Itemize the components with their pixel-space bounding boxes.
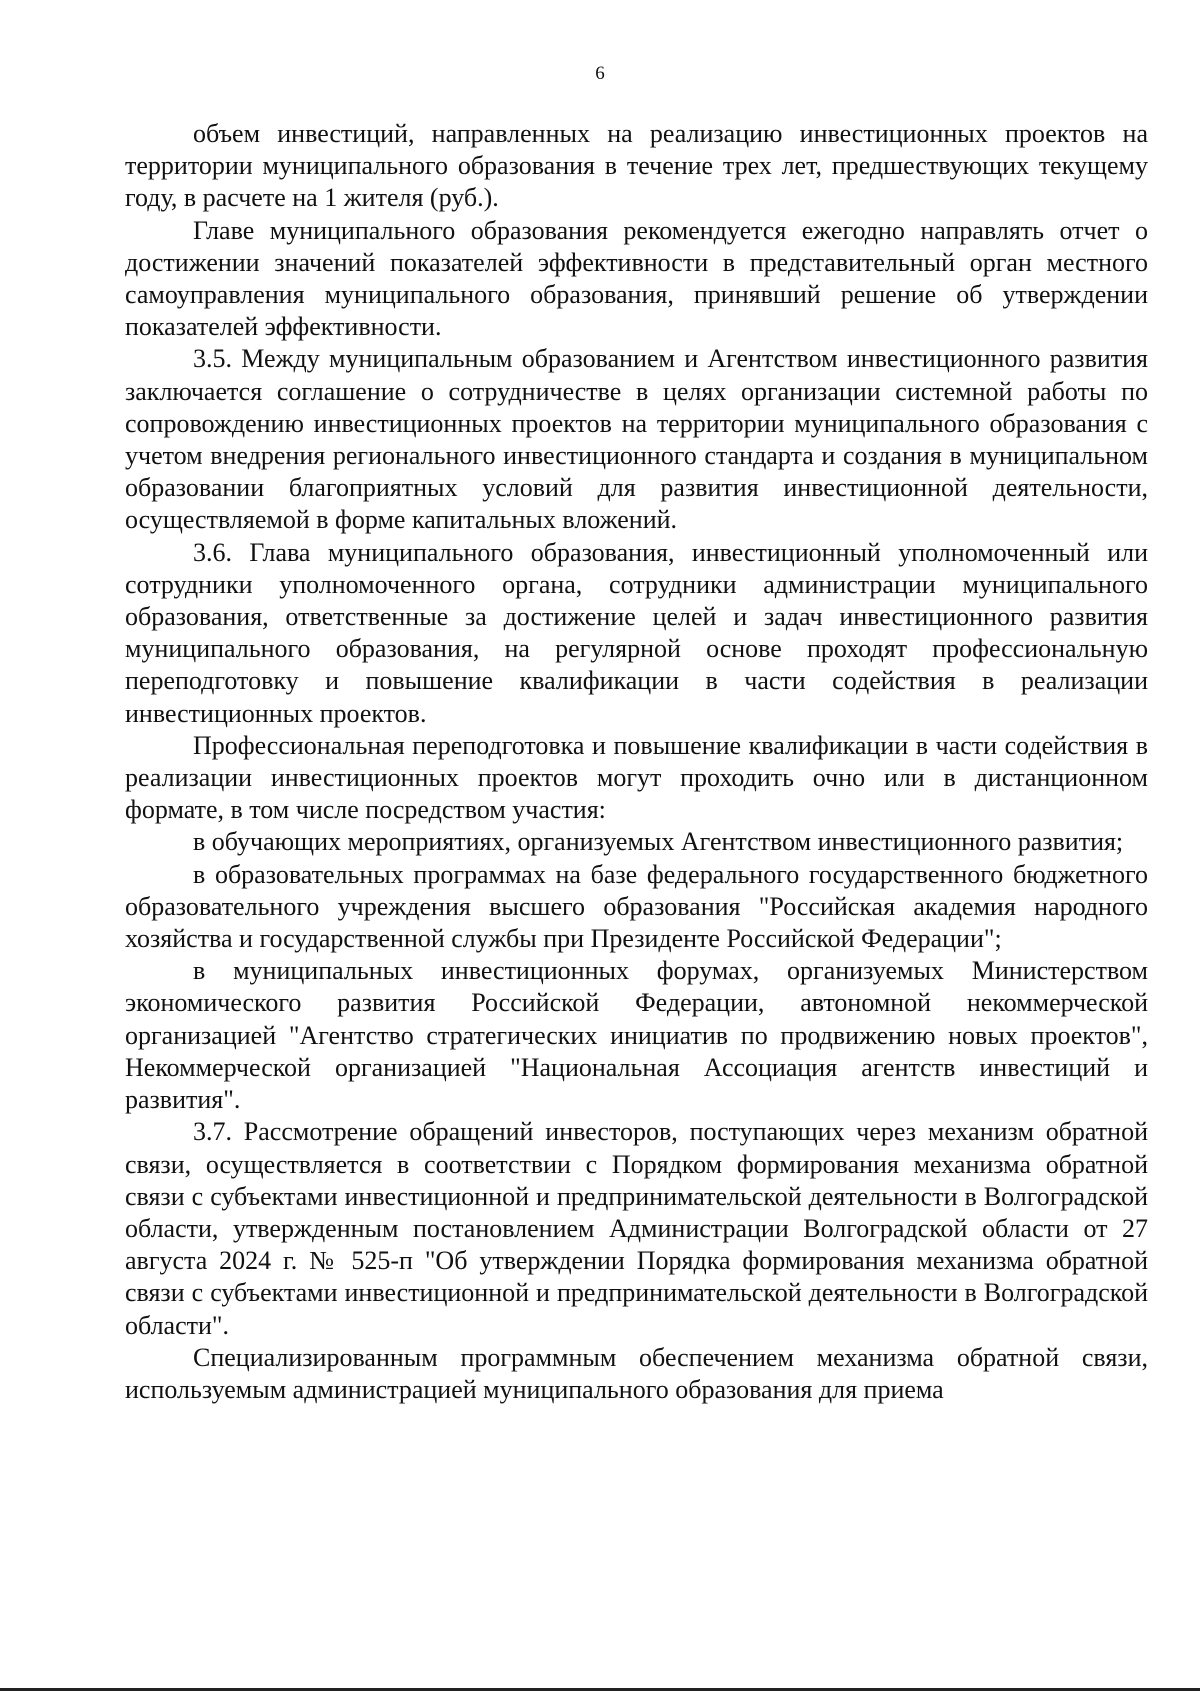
list-item-municipal-forums: в муниципальных инвестиционных форумах, организуемых Министерством экономического развития Российской Федерации, автономной некоммерческой организацией "Агентство стратегических инициатив по продвижению новых проектов", Некоммерческой организацией "Национальная Ассоциация агентств инвестиций и развития".: [125, 956, 1148, 1115]
page-number: 6: [595, 63, 605, 84]
paragraph-report-recommendation: Главе муниципального образования рекомендуется ежегодно направлять отчет о достижении значений показателей эффективности в представительный орган местного самоуправления муниципального образования, принявший решение об утверждении показателей эффективности.: [125, 215, 1148, 342]
paragraph-feedback-software: Специализированным программным обеспечением механизма обратной связи, используемым администрацией муниципального образования для приема: [125, 1342, 1148, 1404]
document-body: [125, 118, 1148, 1406]
paragraph-clause-3-7: 3.7. Рассмотрение обращений инвесторов, поступающих через механизм обратной связи, осуществляется в соответствии с Порядком формирования механизма обратной связи с субъектами инвестиционной и предпринимательской деятельности в Волгоградской области, утвержденным постановлением Администрации Волгоградской области от 27 августа 2024 г. № 525-п "Об утверждении Порядка формирования механизма обратной связи с субъектами инвестиционной и предпринимательской деятельности в Волгоградской области".: [125, 1117, 1148, 1340]
paragraph-clause-3-6: 3.6. Глава муниципального образования, инвестиционный уполномоченный или сотрудники уполномоченного органа, сотрудники администрации муниципального образования, ответственные за достижение целей и задач инвестиционного развития муниципального образования, на регулярной основе проходят профессиональную переподготовку и повышение квалификации в части содействия в реализации инвестиционных проектов.: [125, 537, 1148, 728]
bottom-rule: [0, 1688, 1200, 1691]
paragraph-clause-3-5: 3.5. Между муниципальным образованием и Агентством инвестиционного развития заключается соглашение о сотрудничестве в целях организации системной работы по сопровождению инвестиционных проектов на территории муниципального образования с учетом внедрения регионального инвестиционного стандарта и создания в муниципальном образовании благоприятных условий для развития инвестиционной деятельности, осуществляемой в форме капитальных вложений.: [125, 344, 1148, 535]
list-item-agency-events: в обучающих мероприятиях, организуемых Агентством инвестиционного развития;: [193, 827, 1124, 857]
list-item-ranepa-programs: в образовательных программах на базе федерального государственного бюджетного образовательного учреждения высшего образования "Российская академия народного хозяйства и государственной службы при Президенте Российской Федерации";: [125, 859, 1148, 954]
paragraph-investment-volume: объем инвестиций, направленных на реализацию инвестиционных проектов на территории муниципального образования в течение трех лет, предшествующих текущему году, в расчете на 1 жителя (руб.).: [125, 119, 1148, 213]
paragraph-training-formats: Профессиональная переподготовка и повышение квалификации в части содействия в реализации инвестиционных проектов могут проходить очно или в дистанционном формате, в том числе посредством участия:: [125, 730, 1148, 825]
